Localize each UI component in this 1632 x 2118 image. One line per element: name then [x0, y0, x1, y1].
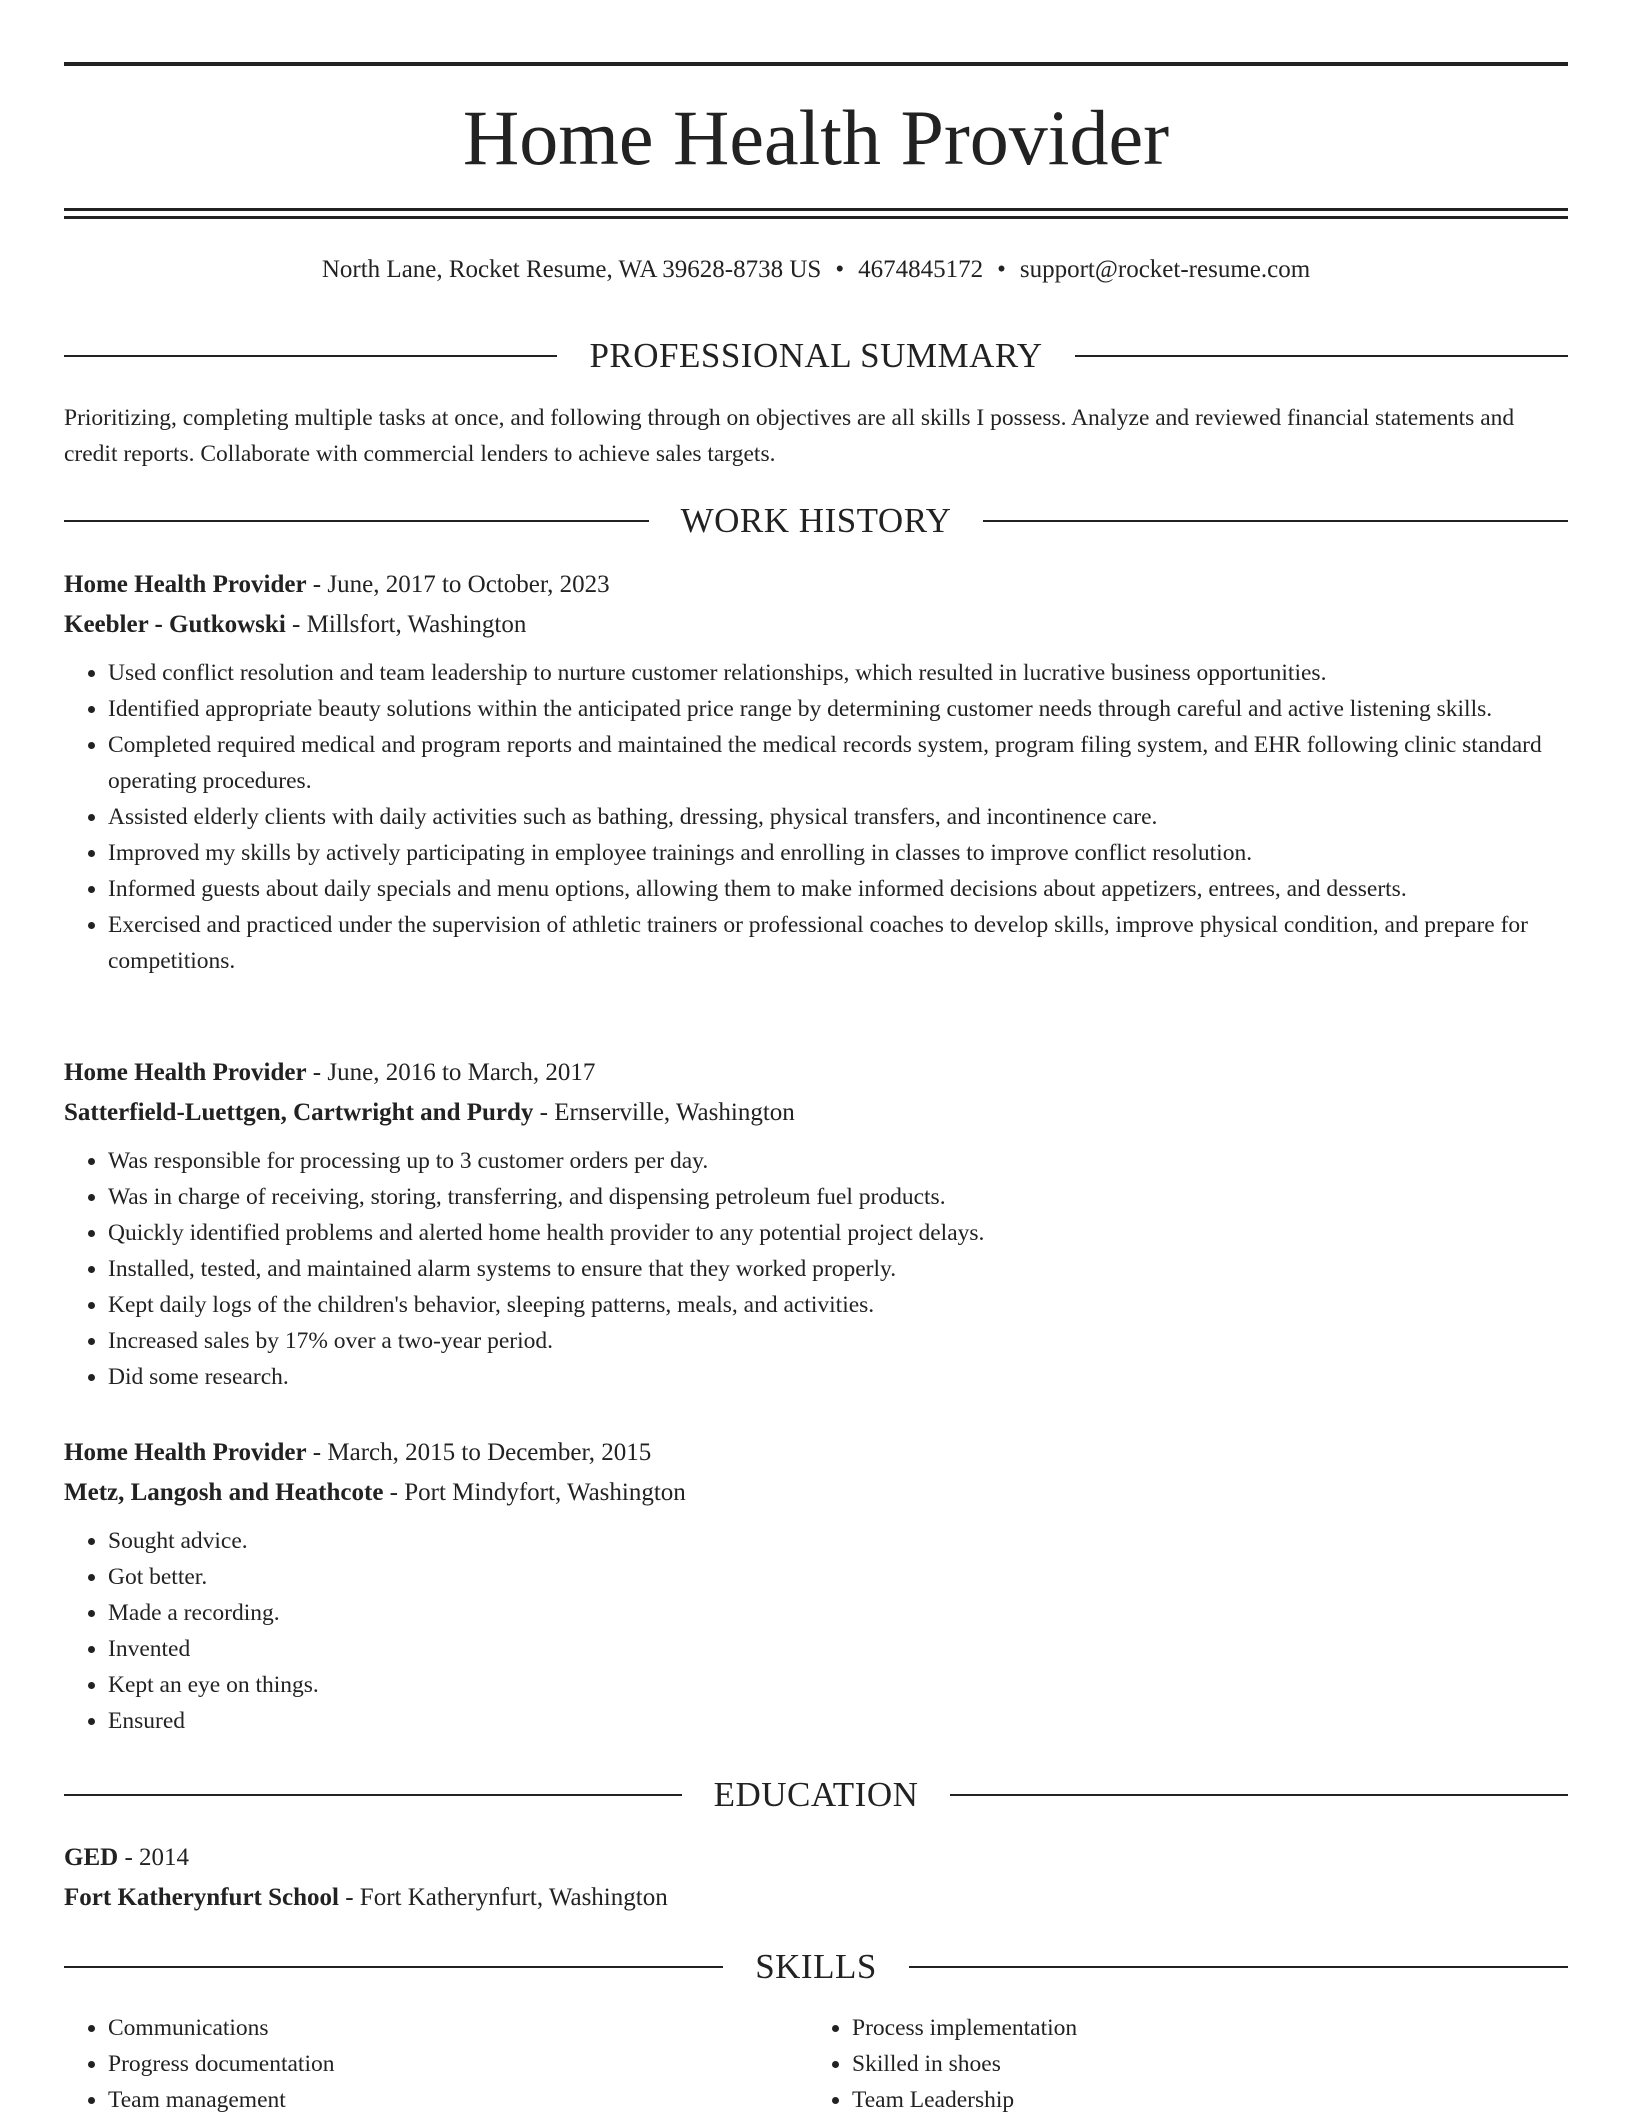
list-item: • Made a recording. [108, 1595, 1568, 1631]
section-heading-summary [64, 332, 1568, 380]
job-bullets [64, 1143, 1568, 1395]
title-rule-lower [64, 216, 1568, 219]
section-title: PROFESSIONAL SUMMARY [589, 336, 1043, 375]
job-location: - Port Mindyfort, Washington [383, 1479, 686, 1506]
list-item: • Got better. [108, 1559, 1568, 1595]
job-location: - Ernserville, Washington [533, 1099, 795, 1126]
summary-text: Prioritizing, completing multiple tasks at once, and following through on objectives are all skills I possess. Analyze and reviewed financial statements and credit reports. Collaborate with commercial lenders to achieve sales targets. [64, 405, 1515, 467]
heading-rule-right [950, 1794, 1568, 1796]
list-item: • Kept daily logs of the children's behavior, sleeping patterns, meals, and activities. [108, 1287, 1568, 1323]
list-item: • Skilled in shoes [852, 2046, 1552, 2082]
contact-separator: • [835, 256, 845, 283]
job-title-line [64, 565, 1568, 605]
job-dates: - March, 2015 to December, 2015 [306, 1439, 652, 1466]
education-school: Fort Katherynfurt School [64, 1884, 339, 1911]
job-bullets [64, 1523, 1568, 1739]
job-company: Metz, Langosh and Heathcote [64, 1479, 384, 1506]
list-item: • Invented [108, 1631, 1568, 1667]
job-title: Home Health Provider [64, 1439, 307, 1466]
top-rule [64, 62, 1568, 66]
heading-rule-left [64, 520, 649, 522]
section-title: EDUCATION [713, 1775, 919, 1814]
skills-column-left [64, 2010, 808, 2118]
list-item: • Improved my skills by actively participating in employee trainings and enrolling in classes to improve conflict resolution. [108, 835, 1568, 871]
list-item: • Was responsible for processing up to 3 customer orders per day. [108, 1143, 1568, 1179]
heading-rule-left [64, 355, 557, 357]
section-title: SKILLS [755, 1947, 877, 1986]
contact-email: support@rocket-resume.com [1019, 256, 1311, 283]
contact-address: North Lane, Rocket Resume, WA 39628-8738 US [321, 256, 822, 283]
list-item: • Did some research. [108, 1359, 1568, 1395]
list-item: • Used conflict resolution and team leadership to nurture customer relationships, which resulted in lucrative business opportunities. [108, 655, 1568, 691]
education-year: - 2014 [118, 1844, 190, 1871]
list-item: • Increased sales by 17% over a two-year period. [108, 1323, 1568, 1359]
job-company-line [64, 1093, 1568, 1133]
job-company-line [64, 1473, 1568, 1513]
list-item: • Was in charge of receiving, storing, transferring, and dispensing petroleum fuel products. [108, 1179, 1568, 1215]
resume-title: Home Health Provider [462, 94, 1170, 181]
section-title: WORK HISTORY [680, 501, 952, 540]
list-item: • Informed guests about daily specials and menu options, allowing them to make informed decisions about appetizers, entrees, and desserts. [108, 871, 1568, 907]
job-company: Satterfield-Luettgen, Cartwright and Purdy [64, 1099, 534, 1126]
job-entry [64, 565, 1568, 979]
section-heading-skills [64, 1943, 1568, 1991]
job-company-line [64, 605, 1568, 645]
list-item: • Installed, tested, and maintained alarm systems to ensure that they worked properly. [108, 1251, 1568, 1287]
heading-rule-right [909, 1966, 1568, 1968]
list-item: • Team Leadership [852, 2082, 1552, 2118]
list-item: • Progress documentation [108, 2046, 808, 2082]
list-item: • Exercised and practiced under the supervision of athletic trainers or professional coaches to develop skills, improve physical condition, and prepare for competitions. [108, 907, 1568, 979]
education-school-line [64, 1878, 1568, 1918]
section-heading-education [64, 1771, 1568, 1819]
skills-list [64, 2010, 1568, 2118]
education-entry [64, 1838, 1568, 1918]
job-company: Keebler - Gutkowski [64, 611, 286, 638]
job-dates: - June, 2016 to March, 2017 [306, 1059, 596, 1086]
skills-column-right [808, 2010, 1552, 2118]
job-location: - Millsfort, Washington [285, 611, 527, 638]
education-degree-line [64, 1838, 1568, 1878]
job-bullets [64, 655, 1568, 979]
list-item: • Ensured [108, 1703, 1568, 1739]
education-location: - Fort Katherynfurt, Washington [338, 1884, 668, 1911]
heading-rule-left [64, 1966, 723, 1968]
job-title: Home Health Provider [64, 571, 307, 598]
heading-rule-left [64, 1794, 682, 1796]
list-item: • Quickly identified problems and alerted home health provider to any potential project delays. [108, 1215, 1568, 1251]
list-item: • Process implementation [852, 2010, 1552, 2046]
contact-phone: 4674845172 [858, 256, 984, 283]
list-item: • Completed required medical and program reports and maintained the medical records system, program filing system, and EHR following clinic standard operating procedures. [108, 727, 1568, 799]
heading-rule-right [1075, 355, 1568, 357]
list-item: • Sought advice. [108, 1523, 1568, 1559]
job-dates: - June, 2017 to October, 2023 [306, 571, 610, 598]
job-entry [64, 1433, 1568, 1739]
section-heading-work-history [64, 497, 1568, 545]
job-title-line [64, 1433, 1568, 1473]
education-degree: GED [64, 1844, 119, 1871]
job-title-line [64, 1053, 1568, 1093]
list-item: • Communications [108, 2010, 808, 2046]
contact-separator: • [997, 256, 1006, 283]
list-item: • Identified appropriate beauty solutions within the anticipated price range by determining customer needs through careful and active listening skills. [108, 691, 1568, 727]
job-entry [64, 1053, 1568, 1395]
heading-rule-right [983, 520, 1568, 522]
list-item: • Team management [108, 2082, 808, 2118]
list-item: • Kept an eye on things. [108, 1667, 1568, 1703]
list-item: • Assisted elderly clients with daily activities such as bathing, dressing, physical transfers, and incontinence care. [108, 799, 1568, 835]
job-title: Home Health Provider [64, 1059, 307, 1086]
title-rule-upper [64, 208, 1568, 211]
contact-line [64, 252, 1568, 288]
